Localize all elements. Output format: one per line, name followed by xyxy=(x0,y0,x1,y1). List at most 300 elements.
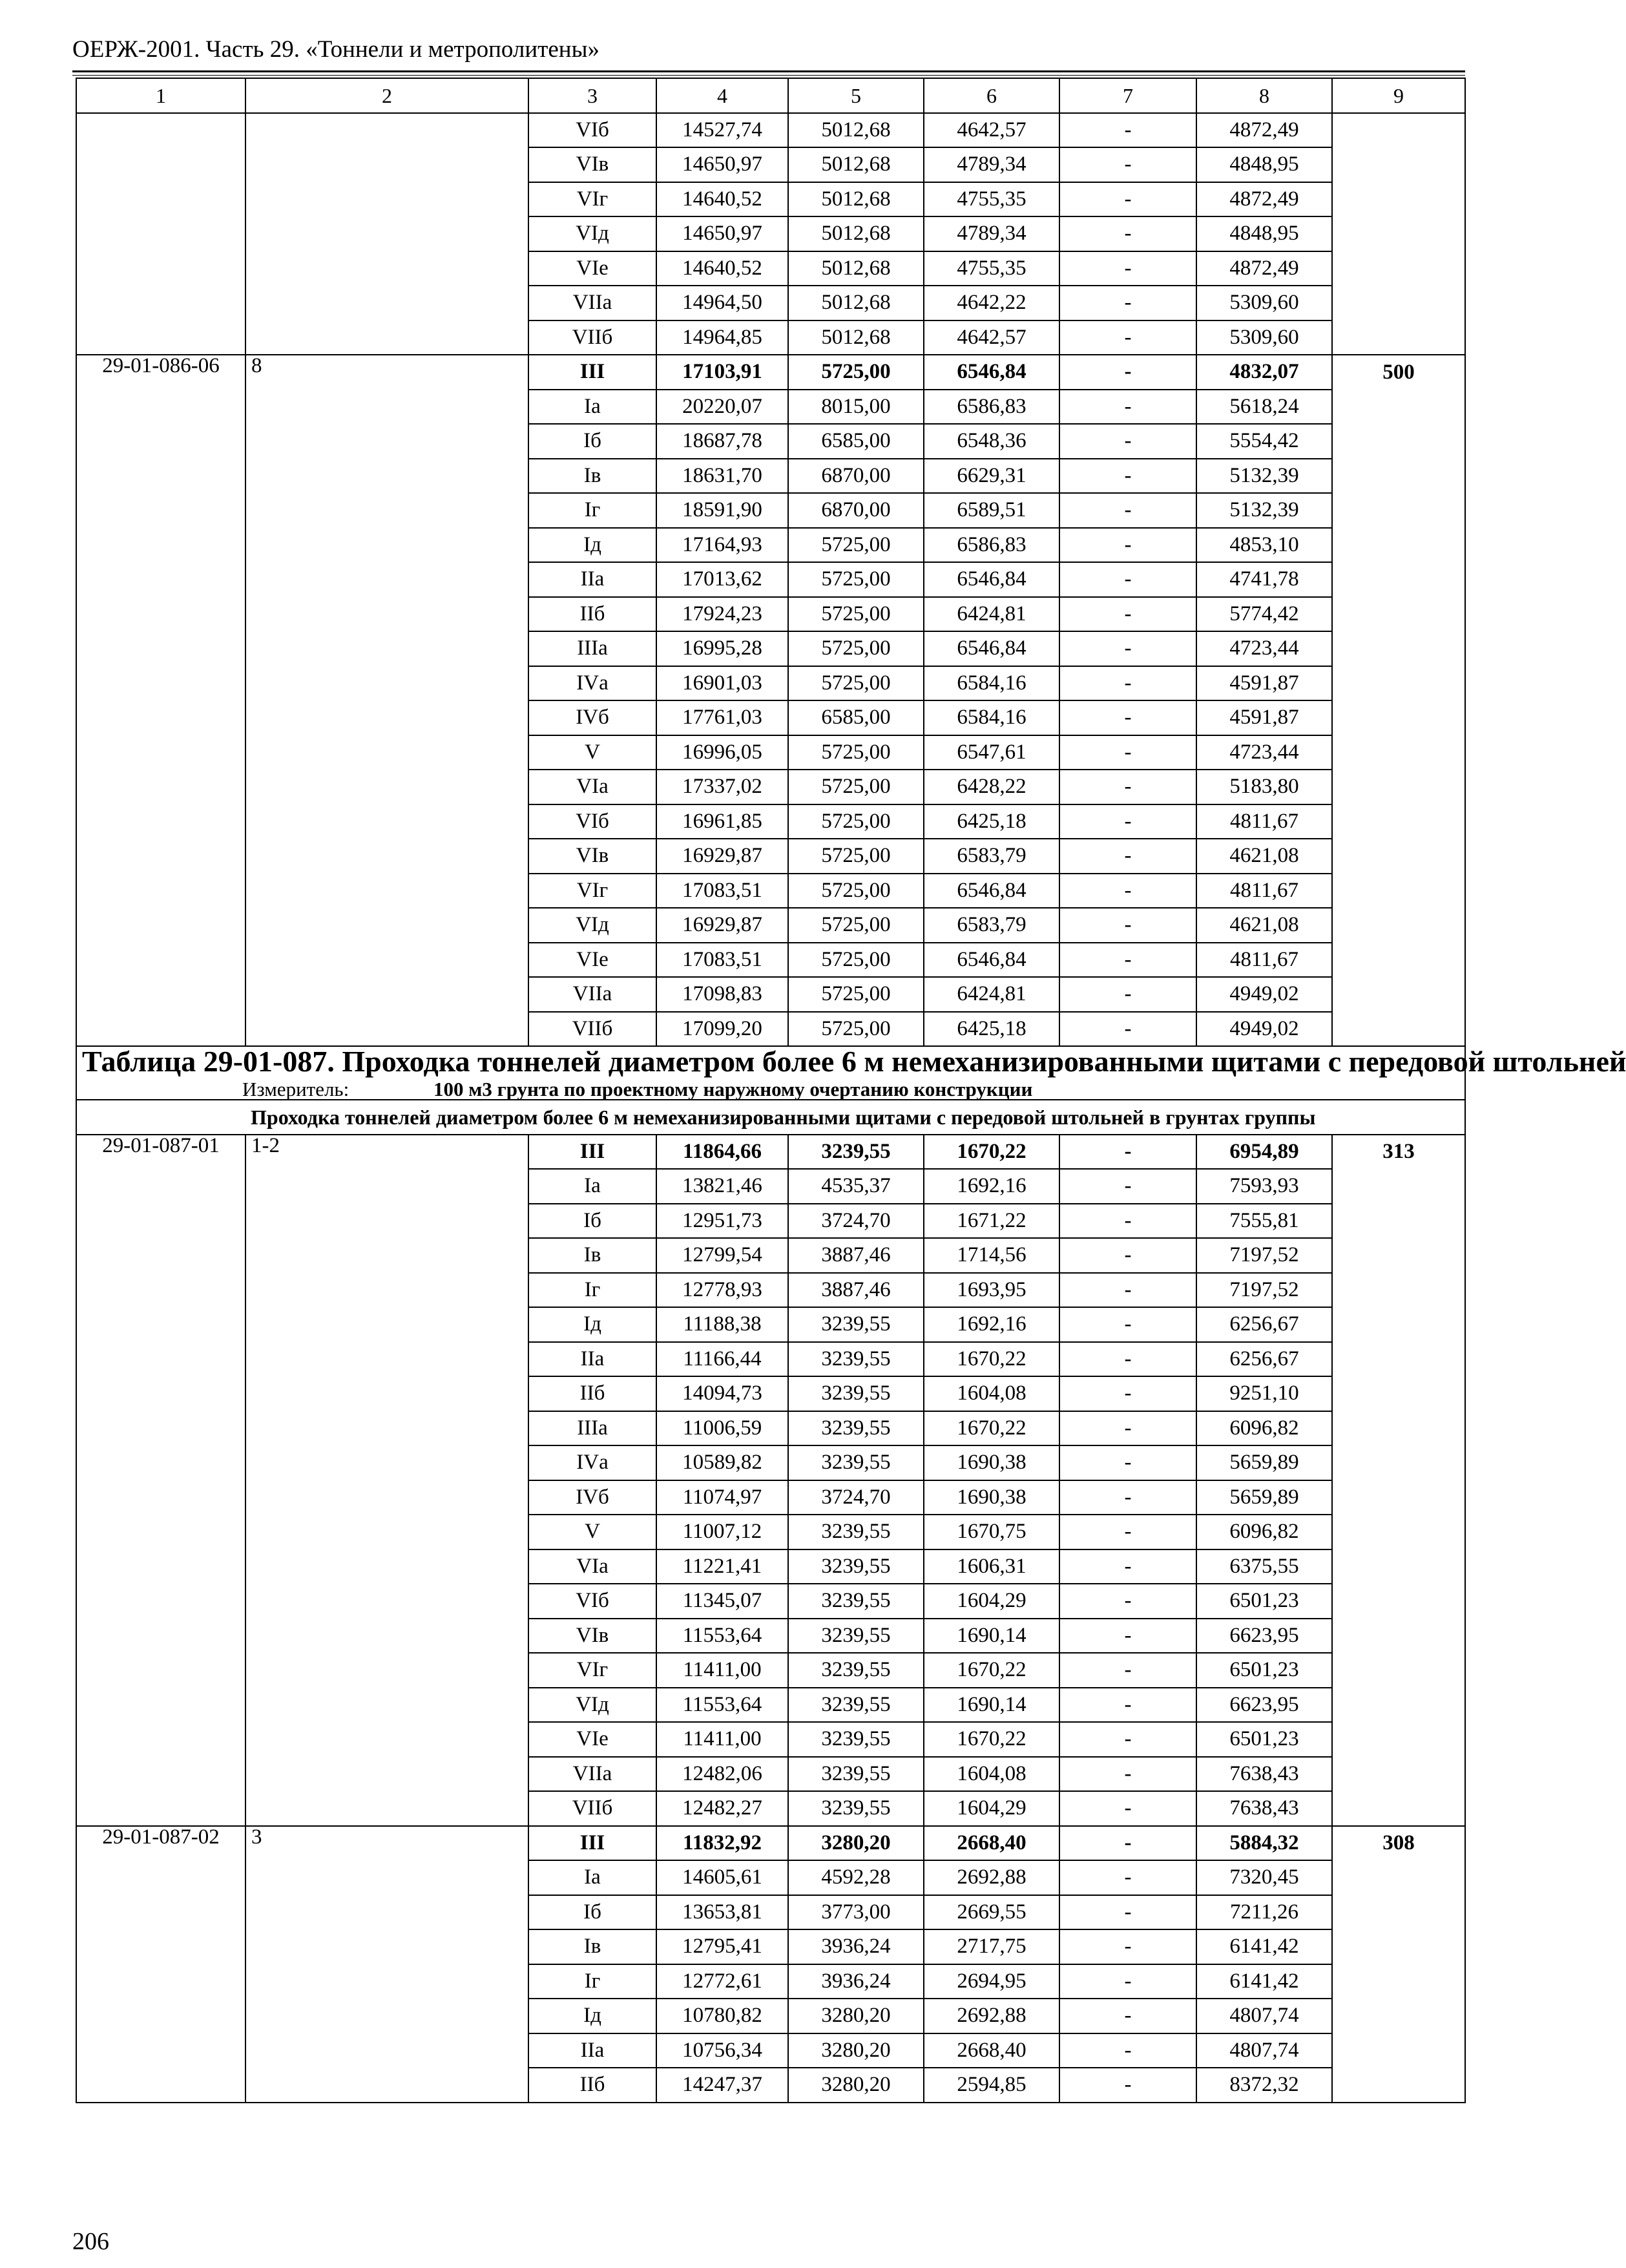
wages: 8015,00 xyxy=(788,390,924,425)
machine-cost: 2694,95 xyxy=(924,1964,1059,1999)
labor-hours-cell xyxy=(1332,286,1465,320)
rate-code-cell xyxy=(76,1342,245,1377)
rate-code-cell xyxy=(76,1376,245,1411)
wages: 3239,55 xyxy=(788,1791,924,1826)
table-row xyxy=(76,1929,1465,1964)
materials-cost: 7638,43 xyxy=(1196,1757,1332,1792)
table-row xyxy=(76,424,1465,459)
labor-hours-cell xyxy=(1332,735,1465,770)
labor-hours-cell xyxy=(1332,700,1465,735)
machine-cost: 1690,14 xyxy=(924,1688,1059,1723)
rate-code-cell xyxy=(76,1480,245,1515)
soil-group-cell xyxy=(245,459,528,494)
rate-code-cell xyxy=(76,1549,245,1584)
driver-wages: - xyxy=(1059,1445,1196,1480)
materials-cost: 6501,23 xyxy=(1196,1722,1332,1757)
driver-wages: - xyxy=(1059,666,1196,701)
table-row xyxy=(76,182,1465,217)
labor-hours: 313 xyxy=(1332,1135,1465,1170)
price-zone: VIIб xyxy=(528,1791,656,1826)
labor-hours-cell xyxy=(1332,1688,1465,1723)
soil-group-cell xyxy=(245,1012,528,1047)
table-row xyxy=(76,770,1465,804)
total-cost: 13653,81 xyxy=(656,1895,788,1930)
labor-hours-cell xyxy=(1332,251,1465,286)
section-description: Проходка тоннелей диаметром более 6 м немеханизированными щитами с передовой штольней в грунтах группы xyxy=(245,1100,1465,1135)
wages: 3239,55 xyxy=(788,1688,924,1723)
driver-wages: - xyxy=(1059,1619,1196,1654)
materials-cost: 5132,39 xyxy=(1196,459,1332,494)
total-cost: 14094,73 xyxy=(656,1376,788,1411)
wages: 3239,55 xyxy=(788,1722,924,1757)
total-cost: 14650,97 xyxy=(656,147,788,182)
driver-wages: - xyxy=(1059,1012,1196,1047)
driver-wages: - xyxy=(1059,770,1196,804)
materials-cost: 6141,42 xyxy=(1196,1929,1332,1964)
materials-cost: 4848,95 xyxy=(1196,147,1332,182)
machine-cost: 1692,16 xyxy=(924,1307,1059,1342)
total-cost: 14964,85 xyxy=(656,320,788,355)
driver-wages: - xyxy=(1059,390,1196,425)
soil-group-cell xyxy=(245,493,528,528)
wages: 5012,68 xyxy=(788,113,924,148)
rate-code-cell xyxy=(76,1238,245,1273)
table-row xyxy=(76,1135,1465,1170)
rate-code-cell xyxy=(76,1929,245,1964)
driver-wages: - xyxy=(1059,1273,1196,1308)
driver-wages: - xyxy=(1059,700,1196,735)
total-cost: 11553,64 xyxy=(656,1688,788,1723)
labor-hours-cell xyxy=(1332,1757,1465,1792)
total-cost: 11007,12 xyxy=(656,1515,788,1549)
rate-code-cell xyxy=(76,804,245,839)
description-spacer xyxy=(76,1100,245,1135)
materials-cost: 4723,44 xyxy=(1196,735,1332,770)
wages: 3280,20 xyxy=(788,2033,924,2068)
price-zone: Iб xyxy=(528,424,656,459)
price-zone: VIIб xyxy=(528,1012,656,1047)
materials-cost: 8372,32 xyxy=(1196,2068,1332,2103)
materials-cost: 7555,81 xyxy=(1196,1204,1332,1239)
driver-wages: - xyxy=(1059,1688,1196,1723)
wages: 5012,68 xyxy=(788,182,924,217)
machine-cost: 1670,22 xyxy=(924,1653,1059,1688)
table-row xyxy=(76,1791,1465,1826)
price-zone: VIв xyxy=(528,839,656,874)
driver-wages: - xyxy=(1059,1204,1196,1239)
labor-hours-cell xyxy=(1332,1445,1465,1480)
labor-hours-cell xyxy=(1332,1480,1465,1515)
driver-wages: - xyxy=(1059,1584,1196,1619)
total-cost: 11006,59 xyxy=(656,1411,788,1446)
materials-cost: 5309,60 xyxy=(1196,286,1332,320)
materials-cost: 5884,32 xyxy=(1196,1826,1332,1861)
price-zone: V xyxy=(528,1515,656,1549)
machine-cost: 4789,34 xyxy=(924,216,1059,251)
total-cost: 20220,07 xyxy=(656,390,788,425)
machine-cost: 1693,95 xyxy=(924,1273,1059,1308)
section-description-row xyxy=(76,1100,1465,1135)
labor-hours-cell xyxy=(1332,1273,1465,1308)
rate-code-cell xyxy=(76,908,245,943)
rate-code-cell xyxy=(76,182,245,217)
total-cost: 18591,90 xyxy=(656,493,788,528)
materials-cost: 6623,95 xyxy=(1196,1619,1332,1654)
price-zone: VIг xyxy=(528,182,656,217)
price-zone: VIг xyxy=(528,874,656,908)
soil-group-cell xyxy=(245,2068,528,2103)
price-zone: Iд xyxy=(528,1999,656,2033)
machine-cost: 6546,84 xyxy=(924,874,1059,908)
rate-code-cell xyxy=(76,666,245,701)
rate-code: 29-01-086-06 xyxy=(76,355,245,390)
price-zone: Iв xyxy=(528,459,656,494)
table-row xyxy=(76,597,1465,632)
driver-wages: - xyxy=(1059,1653,1196,1688)
materials-cost: 6501,23 xyxy=(1196,1653,1332,1688)
labor-hours-cell xyxy=(1332,1653,1465,1688)
table-row xyxy=(76,493,1465,528)
table-row xyxy=(76,147,1465,182)
table-row xyxy=(76,1445,1465,1480)
wages: 3239,55 xyxy=(788,1549,924,1584)
total-cost: 12799,54 xyxy=(656,1238,788,1273)
labor-hours-cell xyxy=(1332,908,1465,943)
rate-code-cell xyxy=(76,1653,245,1688)
price-zone: VIIа xyxy=(528,286,656,320)
driver-wages: - xyxy=(1059,424,1196,459)
column-number: 7 xyxy=(1059,78,1196,113)
soil-group-cell xyxy=(245,1584,528,1619)
total-cost: 16995,28 xyxy=(656,631,788,666)
soil-group-cell xyxy=(245,286,528,320)
machine-cost: 1690,38 xyxy=(924,1445,1059,1480)
materials-cost: 6256,67 xyxy=(1196,1342,1332,1377)
total-cost: 17083,51 xyxy=(656,874,788,908)
price-zone: VIб xyxy=(528,804,656,839)
driver-wages: - xyxy=(1059,1480,1196,1515)
table-row xyxy=(76,1757,1465,1792)
materials-cost: 4832,07 xyxy=(1196,355,1332,390)
table-row xyxy=(76,1307,1465,1342)
table-row xyxy=(76,1238,1465,1273)
price-zone: VIа xyxy=(528,770,656,804)
total-cost: 11074,97 xyxy=(656,1480,788,1515)
price-zone: VIг xyxy=(528,1653,656,1688)
price-zone: IVб xyxy=(528,1480,656,1515)
machine-cost: 1671,22 xyxy=(924,1204,1059,1239)
total-cost: 18687,78 xyxy=(656,424,788,459)
rate-code-cell xyxy=(76,1411,245,1446)
soil-group-cell xyxy=(245,562,528,597)
table-row xyxy=(76,1964,1465,1999)
labor-hours-cell xyxy=(1332,874,1465,908)
rate-code-cell xyxy=(76,216,245,251)
total-cost: 11221,41 xyxy=(656,1549,788,1584)
driver-wages: - xyxy=(1059,286,1196,320)
machine-cost: 2668,40 xyxy=(924,1826,1059,1861)
materials-cost: 4741,78 xyxy=(1196,562,1332,597)
machine-cost: 1606,31 xyxy=(924,1549,1059,1584)
machine-cost: 6547,61 xyxy=(924,735,1059,770)
column-number: 3 xyxy=(528,78,656,113)
total-cost: 11188,38 xyxy=(656,1307,788,1342)
table-row xyxy=(76,1480,1465,1515)
total-cost: 16996,05 xyxy=(656,735,788,770)
machine-cost: 1604,29 xyxy=(924,1584,1059,1619)
soil-group-cell xyxy=(245,666,528,701)
soil-group-cell xyxy=(245,182,528,217)
rate-code-cell xyxy=(76,2033,245,2068)
price-zone: IIIа xyxy=(528,1411,656,1446)
materials-cost: 4591,87 xyxy=(1196,700,1332,735)
materials-cost: 4723,44 xyxy=(1196,631,1332,666)
table-row xyxy=(76,735,1465,770)
price-zone: IIб xyxy=(528,597,656,632)
total-cost: 17099,20 xyxy=(656,1012,788,1047)
rate-code-cell xyxy=(76,1012,245,1047)
driver-wages: - xyxy=(1059,251,1196,286)
labor-hours-cell xyxy=(1332,1964,1465,1999)
table-row xyxy=(76,874,1465,908)
machine-cost: 6428,22 xyxy=(924,770,1059,804)
driver-wages: - xyxy=(1059,2068,1196,2103)
wages: 3239,55 xyxy=(788,1411,924,1446)
wages: 5012,68 xyxy=(788,251,924,286)
page-header-title: ОЕРЖ-2001. Часть 29. «Тоннели и метрополитены» xyxy=(72,36,599,63)
machine-cost: 2717,75 xyxy=(924,1929,1059,1964)
machine-cost: 2692,88 xyxy=(924,1860,1059,1895)
wages: 3724,70 xyxy=(788,1480,924,1515)
driver-wages: - xyxy=(1059,977,1196,1012)
materials-cost: 4807,74 xyxy=(1196,1999,1332,2033)
wages: 5725,00 xyxy=(788,528,924,563)
price-zone: III xyxy=(528,355,656,390)
wages: 3239,55 xyxy=(788,1515,924,1549)
wages: 3239,55 xyxy=(788,1342,924,1377)
table-row xyxy=(76,320,1465,355)
wages: 5012,68 xyxy=(788,320,924,355)
labor-hours-cell xyxy=(1332,1204,1465,1239)
total-cost: 17337,02 xyxy=(656,770,788,804)
table-row xyxy=(76,528,1465,563)
rate-code: 29-01-087-01 xyxy=(76,1135,245,1170)
driver-wages: - xyxy=(1059,1411,1196,1446)
labor-hours-cell xyxy=(1332,1999,1465,2033)
materials-cost: 6096,82 xyxy=(1196,1515,1332,1549)
labor-hours-cell xyxy=(1332,1929,1465,1964)
driver-wages: - xyxy=(1059,1791,1196,1826)
labor-hours-cell xyxy=(1332,1619,1465,1654)
machine-cost: 1690,38 xyxy=(924,1480,1059,1515)
labor-hours-cell xyxy=(1332,977,1465,1012)
wages: 5725,00 xyxy=(788,735,924,770)
labor-hours-cell xyxy=(1332,1169,1465,1204)
rate-code-cell xyxy=(76,1584,245,1619)
driver-wages: - xyxy=(1059,1376,1196,1411)
total-cost: 11411,00 xyxy=(656,1722,788,1757)
wages: 3887,46 xyxy=(788,1273,924,1308)
driver-wages: - xyxy=(1059,147,1196,182)
labor-hours-cell xyxy=(1332,147,1465,182)
total-cost: 14247,37 xyxy=(656,2068,788,2103)
price-zone: VIе xyxy=(528,1722,656,1757)
table-row xyxy=(76,562,1465,597)
materials-cost: 9251,10 xyxy=(1196,1376,1332,1411)
labor-hours-cell xyxy=(1332,562,1465,597)
price-zone: IIа xyxy=(528,562,656,597)
labor-hours-cell xyxy=(1332,1584,1465,1619)
soil-group-cell xyxy=(245,770,528,804)
labor-hours-cell xyxy=(1332,1342,1465,1377)
total-cost: 11166,44 xyxy=(656,1342,788,1377)
table-row xyxy=(76,1273,1465,1308)
soil-group-cell xyxy=(245,1376,528,1411)
machine-cost: 1670,22 xyxy=(924,1722,1059,1757)
page-number: 206 xyxy=(72,2228,109,2255)
soil-group-cell xyxy=(245,1722,528,1757)
column-number: 6 xyxy=(924,78,1059,113)
machine-cost: 6424,81 xyxy=(924,597,1059,632)
labor-hours-cell xyxy=(1332,1549,1465,1584)
wages: 5725,00 xyxy=(788,562,924,597)
labor-hours-cell xyxy=(1332,1722,1465,1757)
machine-cost: 6629,31 xyxy=(924,459,1059,494)
price-zone: IIб xyxy=(528,2068,656,2103)
soil-group-cell xyxy=(245,804,528,839)
rate-code-cell xyxy=(76,1722,245,1757)
machine-cost: 2668,40 xyxy=(924,2033,1059,2068)
total-cost: 17103,91 xyxy=(656,355,788,390)
machine-cost: 6546,84 xyxy=(924,631,1059,666)
rate-code-cell xyxy=(76,943,245,978)
total-cost: 17164,93 xyxy=(656,528,788,563)
wages: 3239,55 xyxy=(788,1445,924,1480)
wages: 5725,00 xyxy=(788,770,924,804)
wages: 3239,55 xyxy=(788,1135,924,1170)
machine-cost: 2594,85 xyxy=(924,2068,1059,2103)
header-rule xyxy=(72,70,1465,72)
total-cost: 12482,06 xyxy=(656,1757,788,1792)
total-cost: 11553,64 xyxy=(656,1619,788,1654)
rate-code-cell xyxy=(76,1688,245,1723)
rate-code-cell xyxy=(76,631,245,666)
materials-cost: 4811,67 xyxy=(1196,943,1332,978)
wages: 6870,00 xyxy=(788,493,924,528)
soil-group-cell xyxy=(245,1307,528,1342)
rate-code-cell xyxy=(76,1307,245,1342)
wages: 3239,55 xyxy=(788,1376,924,1411)
wages: 3239,55 xyxy=(788,1584,924,1619)
table-row xyxy=(76,977,1465,1012)
wages: 6870,00 xyxy=(788,459,924,494)
rate-code-cell xyxy=(76,493,245,528)
rate-code-cell xyxy=(76,839,245,874)
table-row xyxy=(76,1688,1465,1723)
table-title-row xyxy=(76,1046,1465,1100)
driver-wages: - xyxy=(1059,1135,1196,1170)
driver-wages: - xyxy=(1059,597,1196,632)
total-cost: 18631,70 xyxy=(656,459,788,494)
machine-cost: 2669,55 xyxy=(924,1895,1059,1930)
machine-cost: 6425,18 xyxy=(924,1012,1059,1047)
machine-cost: 6586,83 xyxy=(924,528,1059,563)
machine-cost: 1604,29 xyxy=(924,1791,1059,1826)
driver-wages: - xyxy=(1059,1964,1196,1999)
table-row xyxy=(76,459,1465,494)
materials-cost: 4872,49 xyxy=(1196,113,1332,148)
driver-wages: - xyxy=(1059,493,1196,528)
total-cost: 11832,92 xyxy=(656,1826,788,1861)
soil-group-cell xyxy=(245,1169,528,1204)
total-cost: 14964,50 xyxy=(656,286,788,320)
driver-wages: - xyxy=(1059,459,1196,494)
soil-group-cell xyxy=(245,1688,528,1723)
total-cost: 16961,85 xyxy=(656,804,788,839)
column-number: 4 xyxy=(656,78,788,113)
price-zone: VIб xyxy=(528,1584,656,1619)
column-number: 2 xyxy=(245,78,528,113)
rate-code-cell xyxy=(76,1169,245,1204)
labor-hours-cell xyxy=(1332,113,1465,148)
labor-hours-cell xyxy=(1332,666,1465,701)
materials-cost: 4872,49 xyxy=(1196,182,1332,217)
total-cost: 12795,41 xyxy=(656,1929,788,1964)
total-cost: 16929,87 xyxy=(656,908,788,943)
rate-code-cell xyxy=(76,735,245,770)
driver-wages: - xyxy=(1059,943,1196,978)
soil-group-cell xyxy=(245,1411,528,1446)
materials-cost: 4949,02 xyxy=(1196,977,1332,1012)
price-zone: Iг xyxy=(528,1964,656,1999)
table-row xyxy=(76,113,1465,148)
wages: 3280,20 xyxy=(788,2068,924,2103)
price-zone: VIе xyxy=(528,251,656,286)
soil-group-cell xyxy=(245,1791,528,1826)
wages: 5725,00 xyxy=(788,631,924,666)
rate-code-cell xyxy=(76,147,245,182)
table-row xyxy=(76,1549,1465,1584)
driver-wages: - xyxy=(1059,1999,1196,2033)
labor-hours-cell xyxy=(1332,459,1465,494)
price-zone: Iд xyxy=(528,528,656,563)
materials-cost: 7638,43 xyxy=(1196,1791,1332,1826)
materials-cost: 4848,95 xyxy=(1196,216,1332,251)
machine-cost: 4642,57 xyxy=(924,113,1059,148)
total-cost: 12778,93 xyxy=(656,1273,788,1308)
driver-wages: - xyxy=(1059,631,1196,666)
soil-group-cell xyxy=(245,528,528,563)
rates-table xyxy=(76,78,1626,2103)
machine-cost: 1604,08 xyxy=(924,1376,1059,1411)
column-number: 5 xyxy=(788,78,924,113)
soil-group-cell xyxy=(245,1238,528,1273)
table-row xyxy=(76,839,1465,874)
column-number: 9 xyxy=(1332,78,1465,113)
wages: 5725,00 xyxy=(788,355,924,390)
soil-group-cell xyxy=(245,1445,528,1480)
driver-wages: - xyxy=(1059,1238,1196,1273)
rate-code-cell xyxy=(76,113,245,148)
machine-cost: 6548,36 xyxy=(924,424,1059,459)
wages: 3239,55 xyxy=(788,1653,924,1688)
wages: 3887,46 xyxy=(788,1238,924,1273)
machine-cost: 1604,08 xyxy=(924,1757,1059,1792)
price-zone: VIа xyxy=(528,1549,656,1584)
materials-cost: 7197,52 xyxy=(1196,1273,1332,1308)
soil-group-cell xyxy=(245,1999,528,2033)
table-title: Таблица 29-01-087. Проходка тоннелей диаметром более 6 м немеханизированными щитами с передовой штольней xyxy=(82,1045,1626,1078)
